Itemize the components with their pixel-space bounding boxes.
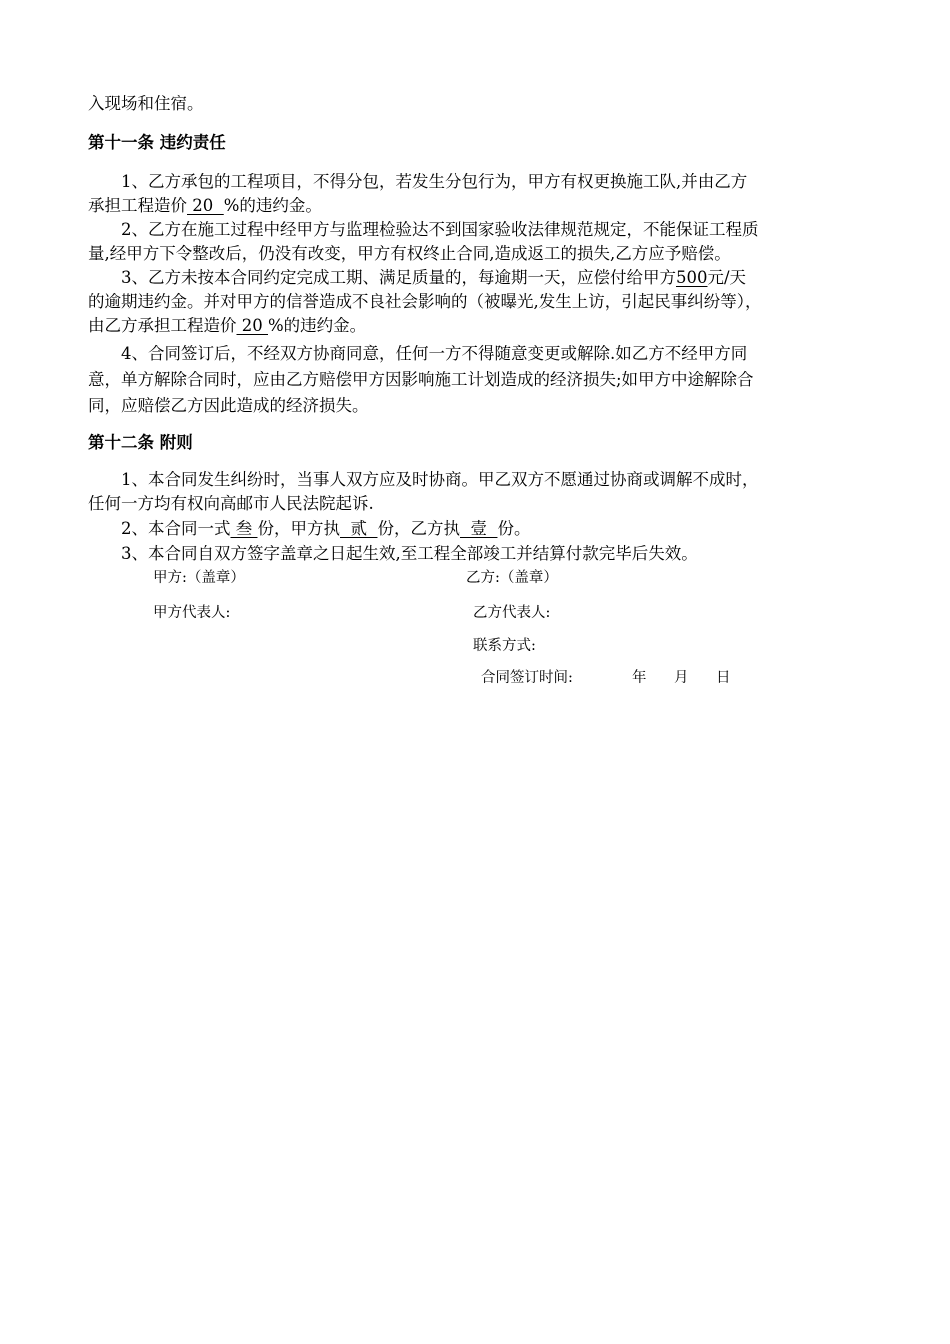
article-11-clause-1-line-1: 1、乙方承包的工程项目，不得分包，若发生分包行为，甲方有权更换施工队,并由乙方 <box>121 172 748 191</box>
article-12-heading: 第十二条 附则 <box>88 433 193 452</box>
clause-text: 3、乙方未按本合同约定完成工期、满足质量的，每逾期一天，应偿付给甲方 <box>121 268 676 287</box>
clause-text: %的违约金。 <box>223 196 322 215</box>
party-a-seal-label: 甲方:（盖章） <box>153 570 245 586</box>
article-12-clause-1-line-1: 1、本合同发生纠纷时，当事人双方应及时协商。甲乙双方不愿通过协商或调解不成时， <box>121 470 759 489</box>
sign-date-month: 月 <box>674 670 689 686</box>
clause-text: 由乙方承担工程造价 <box>88 316 237 335</box>
party-b-copies-blank: 壹 <box>459 519 498 538</box>
article-11-clause-2-line-1: 2、乙方在施工过程中经甲方与监理检验达不到国家验收法律规范规定，不能保证工程质 <box>121 220 759 239</box>
sign-date-label: 合同签订时间: <box>481 670 573 686</box>
clause-text: 份。 <box>497 519 531 538</box>
article-12-clause-3: 3、本合同自双方签字盖章之日起生效,至工程全部竣工并结算付款完毕后失效。 <box>121 544 698 563</box>
party-a-copies-blank: 贰 <box>340 519 378 538</box>
penalty-percent-blank: 20 <box>187 196 224 215</box>
article-11-clause-3-line-2: 的逾期违约金。并对甲方的信誉造成不良社会影响的（被曝光,发生上访，引起民事纠纷等）， <box>88 292 762 311</box>
penalty-percent-blank: 20 <box>236 316 268 335</box>
total-copies-blank: 叁 <box>230 519 258 538</box>
contact-label: 联系方式: <box>473 638 536 654</box>
article-11-clause-4-line-1: 4、合同签订后，不经双方协商同意，任何一方不得随意变更或解除.如乙方不经甲方同 <box>121 344 748 363</box>
article-11-clause-3-line-1 <box>121 266 746 290</box>
clause-text: 份，甲方执 <box>257 519 340 538</box>
clause-text: 元/天 <box>707 268 747 287</box>
article-11-clause-1-line-2 <box>88 194 322 218</box>
article-11-clause-4-line-3: 同，应赔偿乙方因此造成的经济损失。 <box>88 396 369 415</box>
party-b-representative-label: 乙方代表人: <box>473 605 551 621</box>
daily-penalty-blank: 500 <box>676 268 708 287</box>
sign-date-year: 年 <box>632 670 647 686</box>
sign-date-day: 日 <box>716 670 731 686</box>
article-12-clause-1-line-2: 任何一方均有权向高邮市人民法院起诉. <box>88 494 374 513</box>
party-a-representative-label: 甲方代表人: <box>153 605 231 621</box>
article-12-clause-2 <box>121 517 530 541</box>
clause-text: %的违约金。 <box>268 316 367 335</box>
article-11-heading: 第十一条 违约责任 <box>88 133 226 152</box>
article-11-clause-4-line-2: 意，单方解除合同时，应由乙方赔偿甲方因影响施工计划造成的经济损失;如甲方中途解除合 <box>88 370 754 389</box>
article-11-clause-2-line-2: 量,经甲方下令整改后，仍没有改变，甲方有权终止合同,造成返工的损失,乙方应予赔偿。 <box>88 244 731 263</box>
article-11-clause-3-line-3 <box>88 314 366 338</box>
clause-text: 承担工程造价 <box>88 196 187 215</box>
clause-text: 份，乙方执 <box>377 519 460 538</box>
party-b-seal-label: 乙方:（盖章） <box>466 570 558 586</box>
continuation-line: 入现场和住宿。 <box>88 94 204 113</box>
clause-text: 2、本合同一式 <box>121 519 231 538</box>
